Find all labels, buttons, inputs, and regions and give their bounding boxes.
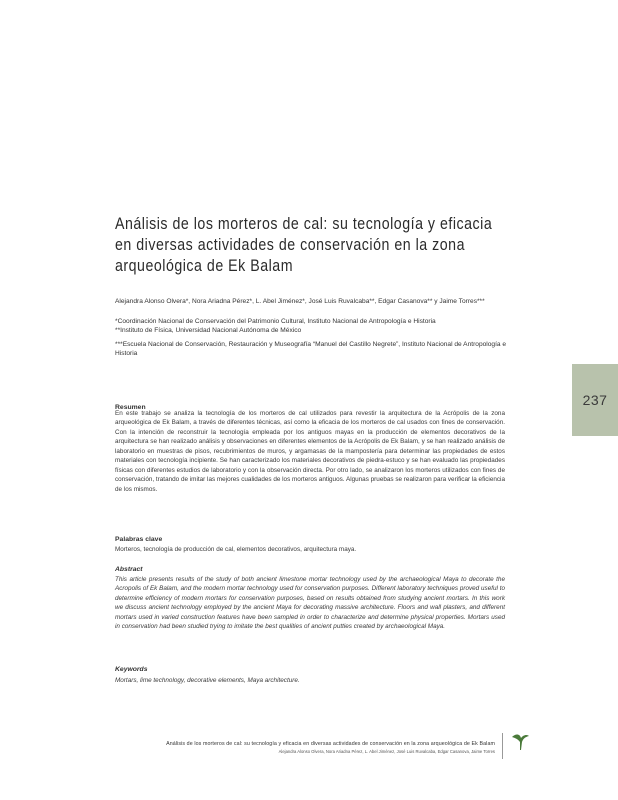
palabras-clave-text: Morteros, tecnología de producción de cal, elementos decorativos, arquitectura maya. [115,546,357,553]
footer-divider [502,733,503,759]
title-line-2: en diversas actividades de conservación en la zona [115,236,466,254]
keywords-heading: Keywords [115,666,148,673]
resumen-heading: Resumen [115,404,146,411]
title-line-3: arqueológica de Ek Balam [115,257,294,275]
resumen-text: En este trabajo se analiza la tecnología de los morteros de cal utilizados para revestir la arquitectura de la Acrópolis de la zona arqueológica de Ek Balam, a través de diferentes técnicas, así como la eficacia de los morteros de cal usados con fines de conservación. Con la intención de reconstruir la tecnología empleada por los antiguos mayas en la producción de elementos decorativos de la arquitectura se han realizado análisis y observaciones en diferentes elementos de la Acrópolis de Ek Balam, y se han realizado análisis de laboratorio en muestras de pisos, recubrimientos de muros, y argamasas de la mampostería para determinar las propiedades de estos materiales con tecnología incipiente. Se han caracterizado los materiales decorativos de piedra-estuco y se han evaluado las propiedades físicas con diferentes estudios de laboratorio y con la observación directa. Por otro lado, se analizaron los morteros utilizados con fines de conservación, tratando de imitar las mejores cualidades de los morteros antiguos. Algunas pruebas se realizaron para verificar la eficiencia de los mismos. [115,410,505,493]
affiliation-1: *Coordinación Nacional de Conservación del Patrimonio Cultural, Instituto Nacional de Antropología e Historia [115,318,436,325]
keywords-text: Mortars, lime technology, decorative elements, Maya architecture. [115,677,300,684]
footer-title: Análisis de los morteros de cal: su tecnología y eficacia en diversas actividades de conservación en la zona arqueológica de Ek Balam [166,741,495,747]
leaf-bird-logo-icon [510,728,530,752]
page-number: 237 [582,392,608,408]
affiliation-2: **Instituto de Física, Universidad Nacional Autónoma de México [115,327,302,334]
abstract-heading: Abstract [115,566,143,573]
title-line-1: Análisis de los morteros de cal: su tecnología y eficacia [115,215,493,233]
article-title [115,214,493,277]
abstract-text: This article presents results of the study of both ancient limestone mortar technology used by the archaeological Maya to decorate the Acropolis of Ek Balam, and the modern mortar technology used for conservation purposes. Different laboratory techniques proved useful to determine efficiency of modern mortars for conservation purposes, based on results obtained from studying ancient mortars. In this work we discuss ancient technology employed by the ancient Maya for decorating massive architecture. Floors and wall plasters, and different mortars used in varied construction features have been sampled in order to characterize and determine physical properties. Mortars used in conservation had been studied trying to imitate the best qualities of ancient putties created by archaeological Maya. [115,576,505,631]
footer-authors: Alejandra Alonso Olvera, Nora Ariadna Pérez, L. Abel Jiménez, José Luis Ruvalcaba, Edgar Casanova, Jaime Torres [278,749,495,754]
affiliation-3: ***Escuela Nacional de Conservación, Restauración y Museografía “Manuel del Castillo Negrete”, Instituto Nacional de Antropología e Historia [115,341,507,357]
palabras-clave-heading: Palabras clave [115,536,163,543]
authors-line: Alejandra Alonso Olvera*, Nora Ariadna Pérez*, L. Abel Jiménez*, José Luis Ruvalcaba**, Edgar Casanova** y Jaime Torres*** [115,298,485,305]
